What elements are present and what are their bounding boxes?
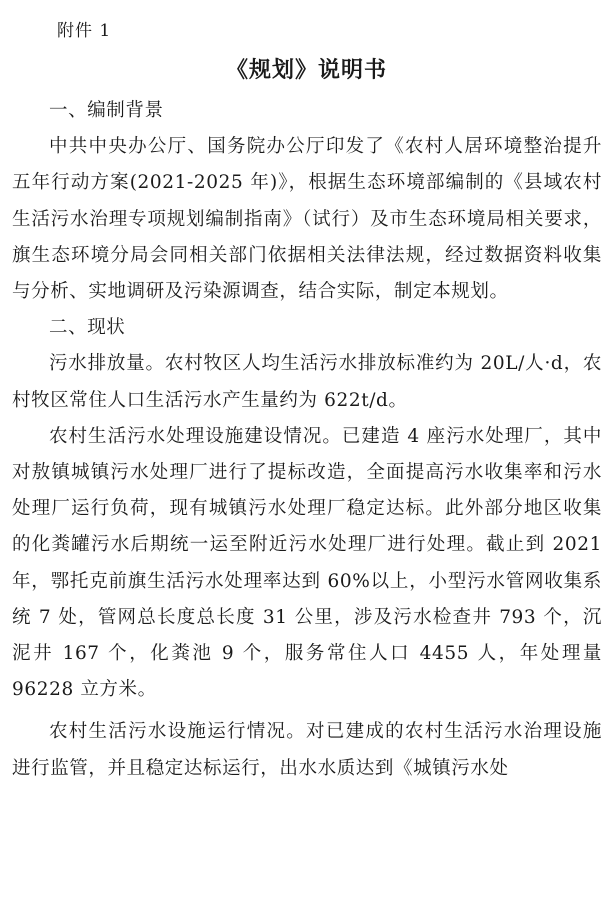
paragraph-facility-construction: 农村生活污水处理设施建设情况。已建造 4 座污水处理厂，其中对敖镇城镇污水处理厂进行了提标改造，全面提高污水收集率和污水处理厂运行负荷，现有城镇污水处理厂稳定达标。此外部分地区收集的化粪罐污水后期统一运至附近污水处理厂进行处理。截止到 2021 年，鄂托克前旗生活污水处理率达到 60%以上，小型污水管网收集系统 7 处，管网总长度总长度 31 公里，涉及污水检查井 793 个，沉泥井 167 个，化粪池 9 个，服务常住人口 4455 人，年处理量 96228 立方米。 (12, 425, 602, 701)
paragraph-background: 中共中央办公厅、国务院办公厅印发了《农村人居环境整治提升五年行动方案(2021-2025 年)》，根据生态环境部编制的《县域农村生活污水治理专项规划编制指南》（试行）及市生态环境局相关要求，旗生态环境分局会同相关部门依据相关法律法规，经过数据资料收集与分析、实地调研及污染源调查，结合实际，制定本规划。 (12, 136, 602, 303)
section-heading-status: 二、现状 (49, 317, 126, 339)
document-title: 《规划》说明书 (225, 58, 387, 83)
paragraph-facility-operation: 农村生活污水设施运行情况。对已建成的农村生活污水治理设施进行监管，并且稳定达标运行，出水水质达到《城镇污水处 (12, 721, 602, 779)
document-body (12, 93, 602, 787)
paragraph-sewage-discharge: 污水排放量。农村牧区人均生活污水排放标准约为 20L/人·d，农村牧区常住人口生活污水产生量约为 622t/d。 (12, 353, 602, 411)
attachment-label: 附件 1 (57, 21, 112, 41)
section-heading-background: 一、编制背景 (49, 100, 164, 121)
